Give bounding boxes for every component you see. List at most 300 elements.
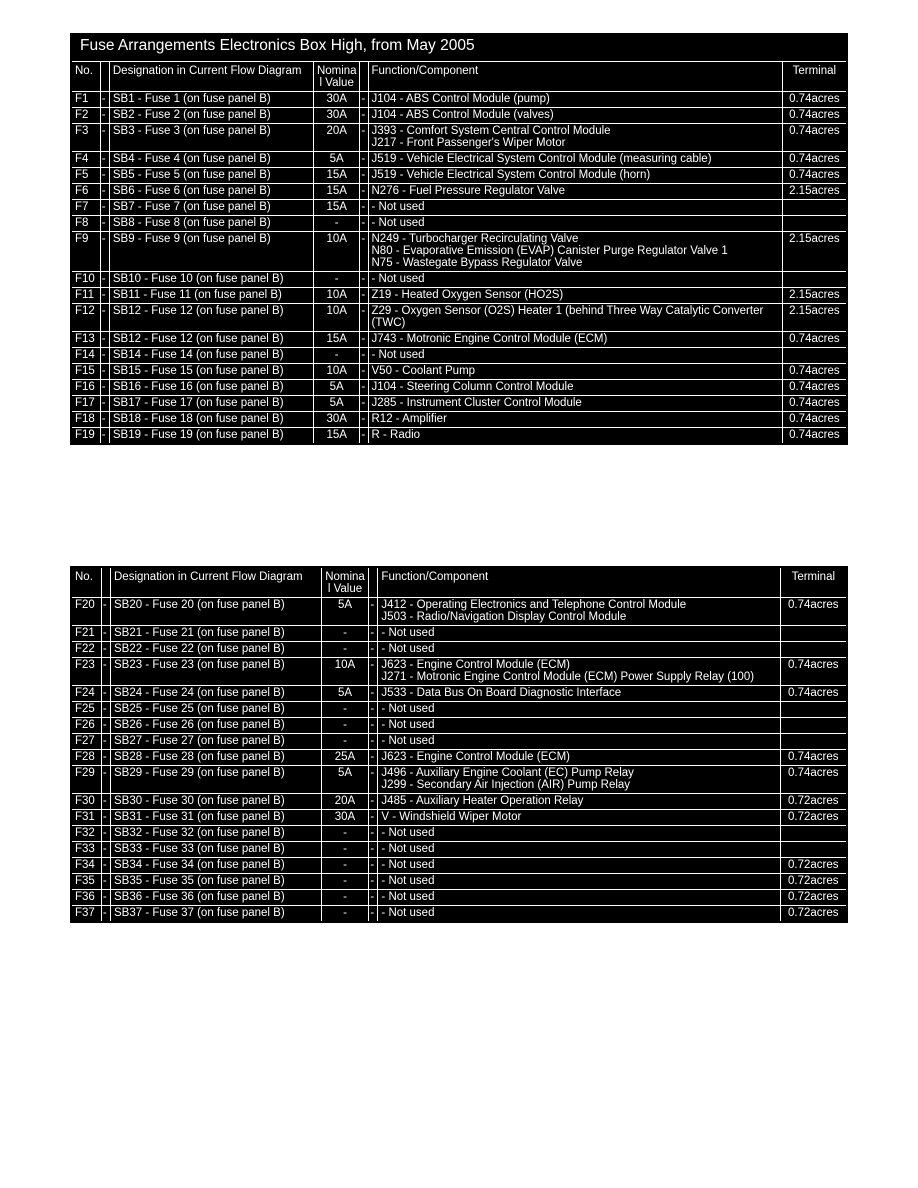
- function-component: [378, 734, 780, 750]
- nominal-value: 15A: [313, 168, 359, 184]
- table-row: [71, 810, 847, 826]
- fuse-number: F14: [71, 348, 100, 364]
- row-separator: -: [101, 794, 110, 810]
- nominal-value: -: [321, 734, 369, 750]
- function-line: J104 - ABS Control Module (valves): [371, 109, 554, 121]
- terminal-value: [782, 216, 847, 232]
- terminal-value: 0.74acres: [782, 332, 847, 348]
- fuse-number: F19: [71, 428, 100, 445]
- function-line: J623 - Engine Control Module (ECM): [381, 659, 570, 671]
- fuse-number: F5: [71, 168, 100, 184]
- function-component: [368, 288, 782, 304]
- fuse-designation: SB11 - Fuse 11 (on fuse panel B): [109, 288, 313, 304]
- fuse-designation: SB31 - Fuse 31 (on fuse panel B): [111, 810, 322, 826]
- table-row: [71, 200, 847, 216]
- terminal-value: 0.72acres: [780, 810, 847, 826]
- row-separator: -: [100, 396, 109, 412]
- header-nominal-value-text: Nomina l Value: [316, 65, 357, 89]
- row-separator-2: -: [369, 874, 378, 890]
- nominal-value: 5A: [321, 686, 369, 702]
- fuse-designation: SB27 - Fuse 27 (on fuse panel B): [111, 734, 322, 750]
- function-line: N75 - Wastegate Bypass Regulator Valve: [371, 257, 583, 269]
- row-separator-2: -: [369, 642, 378, 658]
- fuse-designation: SB26 - Fuse 26 (on fuse panel B): [111, 718, 322, 734]
- fuse-number: F21: [71, 626, 101, 642]
- header-nominal-value-text: Nomina l Value: [325, 571, 365, 595]
- function-line: - Not used: [381, 891, 435, 903]
- function-line: J271 - Motronic Engine Control Module (ECM) Power Supply Relay (100): [381, 671, 755, 683]
- table-row: [71, 686, 847, 702]
- row-separator: -: [100, 216, 109, 232]
- function-line: - Not used: [381, 735, 435, 747]
- row-separator: -: [100, 152, 109, 168]
- fuse-designation: SB19 - Fuse 19 (on fuse panel B): [109, 428, 313, 445]
- function-component: [378, 842, 780, 858]
- table-header-row: [71, 567, 847, 598]
- fuse-number: F24: [71, 686, 101, 702]
- nominal-value: 20A: [321, 794, 369, 810]
- function-line: - Not used: [381, 643, 435, 655]
- function-line: J623 - Engine Control Module (ECM): [381, 751, 570, 763]
- table-row: [71, 842, 847, 858]
- function-component: [378, 718, 780, 734]
- function-line: - Not used: [381, 875, 435, 887]
- function-line: J104 - Steering Column Control Module: [371, 381, 574, 393]
- function-line: - Not used: [381, 703, 435, 715]
- fuse-designation: SB3 - Fuse 3 (on fuse panel B): [109, 124, 313, 152]
- terminal-value: 0.74acres: [780, 766, 847, 794]
- fuse-designation: SB22 - Fuse 22 (on fuse panel B): [111, 642, 322, 658]
- terminal-value: [780, 626, 847, 642]
- function-line: N276 - Fuel Pressure Regulator Valve: [371, 185, 565, 197]
- row-separator-2: -: [360, 428, 368, 445]
- terminal-value: 0.74acres: [782, 108, 847, 124]
- row-separator-2: -: [369, 718, 378, 734]
- fuse-number: F37: [71, 906, 101, 923]
- function-line: - Not used: [381, 843, 435, 855]
- function-component: [368, 124, 782, 152]
- table-row: [71, 216, 847, 232]
- row-separator-2: -: [369, 734, 378, 750]
- nominal-value: 30A: [313, 108, 359, 124]
- fuse-number: F10: [71, 272, 100, 288]
- row-separator: -: [101, 826, 110, 842]
- fuse-designation: SB21 - Fuse 21 (on fuse panel B): [111, 626, 322, 642]
- function-line: J743 - Motronic Engine Control Module (ECM): [371, 333, 608, 345]
- nominal-value: 5A: [321, 598, 369, 626]
- table-row: [71, 766, 847, 794]
- nominal-value: -: [321, 890, 369, 906]
- function-line: N80 - Evaporative Emission (EVAP) Canister Purge Regulator Valve 1: [371, 245, 728, 257]
- fuse-number: F30: [71, 794, 101, 810]
- row-separator: -: [100, 200, 109, 216]
- terminal-value: [780, 702, 847, 718]
- fuse-number: F17: [71, 396, 100, 412]
- table-row: [71, 396, 847, 412]
- table-row: [71, 718, 847, 734]
- fuse-designation: SB10 - Fuse 10 (on fuse panel B): [109, 272, 313, 288]
- fuse-number: F28: [71, 750, 101, 766]
- fuse-table-2: [70, 566, 848, 923]
- row-separator: -: [101, 810, 110, 826]
- row-separator-2: -: [360, 332, 368, 348]
- row-separator: -: [101, 842, 110, 858]
- row-separator: -: [100, 304, 109, 332]
- table-row: [71, 168, 847, 184]
- fuse-designation: SB20 - Fuse 20 (on fuse panel B): [111, 598, 322, 626]
- table-row: [71, 124, 847, 152]
- row-separator: -: [101, 598, 110, 626]
- function-line: J519 - Vehicle Electrical System Control Module (measuring cable): [371, 153, 712, 165]
- terminal-value: 0.72acres: [780, 858, 847, 874]
- function-line: - Not used: [371, 217, 425, 229]
- row-separator: -: [101, 642, 110, 658]
- row-separator-2: -: [360, 304, 368, 332]
- terminal-value: [782, 348, 847, 364]
- fuse-designation: SB16 - Fuse 16 (on fuse panel B): [109, 380, 313, 396]
- row-separator: -: [100, 364, 109, 380]
- function-line: J503 - Radio/Navigation Display Control Module: [381, 611, 627, 623]
- row-separator-2: -: [369, 842, 378, 858]
- function-component: [368, 168, 782, 184]
- table-header-row: [71, 62, 847, 92]
- terminal-value: [780, 642, 847, 658]
- row-separator: -: [101, 702, 110, 718]
- terminal-value: 0.74acres: [780, 658, 847, 686]
- table-row: [71, 152, 847, 168]
- nominal-value: -: [321, 718, 369, 734]
- header-separator-2: [360, 62, 368, 92]
- function-line: Z29 - Oxygen Sensor (O2S) Heater 1 (behind Three Way Catalytic Converter: [371, 305, 764, 317]
- nominal-value: -: [321, 858, 369, 874]
- fuse-number: F29: [71, 766, 101, 794]
- function-component: [368, 108, 782, 124]
- nominal-value: -: [313, 272, 359, 288]
- table-row: [71, 232, 847, 272]
- terminal-value: [780, 826, 847, 842]
- function-component: [378, 810, 780, 826]
- nominal-value: 15A: [313, 200, 359, 216]
- function-component: [378, 826, 780, 842]
- fuse-designation: SB15 - Fuse 15 (on fuse panel B): [109, 364, 313, 380]
- table-row: [71, 626, 847, 642]
- header-separator-2: [369, 567, 378, 598]
- function-component: [378, 658, 780, 686]
- terminal-value: 0.74acres: [782, 168, 847, 184]
- nominal-value: 15A: [313, 184, 359, 200]
- table-row: [71, 412, 847, 428]
- table-row: [71, 380, 847, 396]
- row-separator: -: [101, 874, 110, 890]
- nominal-value: -: [313, 216, 359, 232]
- row-separator-2: -: [360, 168, 368, 184]
- nominal-value: -: [321, 702, 369, 718]
- function-line: J217 - Front Passenger's Wiper Motor: [371, 137, 566, 149]
- nominal-value: 10A: [313, 304, 359, 332]
- function-component: [378, 642, 780, 658]
- fuse-designation: SB28 - Fuse 28 (on fuse panel B): [111, 750, 322, 766]
- nominal-value: 15A: [313, 428, 359, 445]
- table-body-1: [71, 92, 847, 445]
- terminal-value: 0.74acres: [782, 364, 847, 380]
- function-line: J496 - Auxiliary Engine Coolant (EC) Pump Relay: [381, 767, 634, 779]
- row-separator-2: -: [360, 380, 368, 396]
- terminal-value: 0.74acres: [782, 396, 847, 412]
- terminal-value: [782, 200, 847, 216]
- fuse-number: F33: [71, 842, 101, 858]
- row-separator-2: -: [369, 598, 378, 626]
- row-separator-2: -: [369, 702, 378, 718]
- function-component: [378, 750, 780, 766]
- function-line: V - Windshield Wiper Motor: [381, 811, 522, 823]
- function-component: [368, 232, 782, 272]
- fuse-designation: SB25 - Fuse 25 (on fuse panel B): [111, 702, 322, 718]
- function-component: [368, 396, 782, 412]
- header-function: Function/Component: [368, 62, 782, 92]
- function-line: J519 - Vehicle Electrical System Control Module (horn): [371, 169, 651, 181]
- table-row: [71, 184, 847, 200]
- function-component: [378, 686, 780, 702]
- header-designation: Designation in Current Flow Diagram: [111, 567, 322, 598]
- row-separator-2: -: [360, 200, 368, 216]
- fuse-number: F26: [71, 718, 101, 734]
- function-line: (TWC): [371, 317, 406, 329]
- header-separator: [101, 567, 110, 598]
- nominal-value: -: [313, 348, 359, 364]
- row-separator-2: -: [369, 810, 378, 826]
- row-separator: -: [101, 750, 110, 766]
- header-separator: [100, 62, 109, 92]
- row-separator: -: [100, 428, 109, 445]
- nominal-value: 10A: [313, 364, 359, 380]
- row-separator-2: -: [369, 750, 378, 766]
- row-separator: -: [100, 348, 109, 364]
- table-row: [71, 750, 847, 766]
- row-separator: -: [100, 92, 109, 108]
- fuse-designation: SB18 - Fuse 18 (on fuse panel B): [109, 412, 313, 428]
- terminal-value: 0.72acres: [780, 794, 847, 810]
- row-separator: -: [100, 272, 109, 288]
- row-separator: -: [101, 686, 110, 702]
- fuse-number: F36: [71, 890, 101, 906]
- row-separator: -: [100, 288, 109, 304]
- table-row: [71, 92, 847, 108]
- function-line: R - Radio: [371, 429, 421, 441]
- row-separator-2: -: [360, 272, 368, 288]
- row-separator-2: -: [360, 232, 368, 272]
- function-component: [368, 200, 782, 216]
- table-row: [71, 906, 847, 923]
- function-component: [368, 364, 782, 380]
- fuse-designation: SB29 - Fuse 29 (on fuse panel B): [111, 766, 322, 794]
- fuse-number: F4: [71, 152, 100, 168]
- row-separator: -: [101, 718, 110, 734]
- function-component: [368, 152, 782, 168]
- row-separator-2: -: [360, 364, 368, 380]
- fuse-number: F15: [71, 364, 100, 380]
- table-row: [71, 304, 847, 332]
- nominal-value: 30A: [313, 92, 359, 108]
- row-separator: -: [101, 858, 110, 874]
- function-component: [378, 598, 780, 626]
- fuse-number: F3: [71, 124, 100, 152]
- fuse-number: F2: [71, 108, 100, 124]
- function-component: [368, 184, 782, 200]
- row-separator-2: -: [360, 216, 368, 232]
- row-separator: -: [101, 626, 110, 642]
- function-line: J104 - ABS Control Module (pump): [371, 93, 550, 105]
- fuse-designation: SB30 - Fuse 30 (on fuse panel B): [111, 794, 322, 810]
- fuse-designation: SB32 - Fuse 32 (on fuse panel B): [111, 826, 322, 842]
- function-component: [378, 702, 780, 718]
- row-separator-2: -: [369, 906, 378, 923]
- table-row: [71, 642, 847, 658]
- row-separator: -: [100, 232, 109, 272]
- nominal-value: 5A: [313, 396, 359, 412]
- function-line: - Not used: [371, 273, 425, 285]
- fuse-number: F25: [71, 702, 101, 718]
- function-component: [368, 348, 782, 364]
- function-component: [378, 766, 780, 794]
- row-separator: -: [100, 124, 109, 152]
- row-separator: -: [100, 184, 109, 200]
- terminal-value: [780, 842, 847, 858]
- row-separator: -: [101, 734, 110, 750]
- fuse-designation: SB4 - Fuse 4 (on fuse panel B): [109, 152, 313, 168]
- row-separator-2: -: [360, 92, 368, 108]
- terminal-value: 0.74acres: [782, 124, 847, 152]
- table-row: [71, 874, 847, 890]
- row-separator-2: -: [369, 826, 378, 842]
- row-separator-2: -: [360, 412, 368, 428]
- function-component: [368, 272, 782, 288]
- header-nominal-value: [313, 62, 359, 92]
- table-row: [71, 794, 847, 810]
- fuse-number: F34: [71, 858, 101, 874]
- row-separator-2: -: [369, 766, 378, 794]
- nominal-value: -: [321, 826, 369, 842]
- row-separator-2: -: [369, 658, 378, 686]
- function-line: - Not used: [371, 349, 425, 361]
- function-line: J533 - Data Bus On Board Diagnostic Interface: [381, 687, 622, 699]
- nominal-value: -: [321, 874, 369, 890]
- nominal-value: 10A: [321, 658, 369, 686]
- terminal-value: 2.15acres: [782, 304, 847, 332]
- function-line: R12 - Amplifier: [371, 413, 447, 425]
- fuse-number: F23: [71, 658, 101, 686]
- table-row: [71, 658, 847, 686]
- function-component: [368, 428, 782, 445]
- function-line: Z19 - Heated Oxygen Sensor (HO2S): [371, 289, 564, 301]
- fuse-number: F6: [71, 184, 100, 200]
- header-no: No.: [71, 567, 101, 598]
- fuse-designation: SB24 - Fuse 24 (on fuse panel B): [111, 686, 322, 702]
- table-row: [71, 288, 847, 304]
- table-row: [71, 858, 847, 874]
- row-separator-2: -: [369, 626, 378, 642]
- fuse-designation: SB5 - Fuse 5 (on fuse panel B): [109, 168, 313, 184]
- table-row: [71, 598, 847, 626]
- row-separator: -: [100, 108, 109, 124]
- nominal-value: 10A: [313, 288, 359, 304]
- fuse-number: F16: [71, 380, 100, 396]
- fuse-designation: SB7 - Fuse 7 (on fuse panel B): [109, 200, 313, 216]
- row-separator-2: -: [360, 396, 368, 412]
- fuse-number: F27: [71, 734, 101, 750]
- nominal-value: 25A: [321, 750, 369, 766]
- function-component: [368, 412, 782, 428]
- fuse-table-1: [70, 33, 848, 445]
- table-body-2: [71, 598, 847, 923]
- row-separator-2: -: [369, 858, 378, 874]
- fuse-designation: SB36 - Fuse 36 (on fuse panel B): [111, 890, 322, 906]
- fuse-designation: SB33 - Fuse 33 (on fuse panel B): [111, 842, 322, 858]
- nominal-value: -: [321, 842, 369, 858]
- function-line: J393 - Comfort System Central Control Module: [371, 125, 611, 137]
- fuse-designation: SB1 - Fuse 1 (on fuse panel B): [109, 92, 313, 108]
- row-separator-2: -: [360, 124, 368, 152]
- nominal-value: 30A: [313, 412, 359, 428]
- terminal-value: 0.74acres: [782, 412, 847, 428]
- table-row: [71, 826, 847, 842]
- function-component: [368, 380, 782, 396]
- row-separator: -: [100, 380, 109, 396]
- terminal-value: 0.72acres: [780, 906, 847, 923]
- row-separator: -: [101, 906, 110, 923]
- terminal-value: 0.72acres: [780, 890, 847, 906]
- terminal-value: [780, 734, 847, 750]
- row-separator-2: -: [369, 794, 378, 810]
- function-line: J285 - Instrument Cluster Control Module: [371, 397, 582, 409]
- nominal-value: -: [321, 906, 369, 923]
- row-separator: -: [101, 658, 110, 686]
- function-line: - Not used: [371, 201, 425, 213]
- nominal-value: 20A: [313, 124, 359, 152]
- table-row: [71, 734, 847, 750]
- fuse-number: F1: [71, 92, 100, 108]
- header-terminal: Terminal: [782, 62, 847, 92]
- terminal-value: 0.74acres: [780, 686, 847, 702]
- function-component: [378, 874, 780, 890]
- fuse-designation: SB12 - Fuse 12 (on fuse panel B): [109, 304, 313, 332]
- fuse-number: F31: [71, 810, 101, 826]
- terminal-value: 2.15acres: [782, 288, 847, 304]
- fuse-designation: SB9 - Fuse 9 (on fuse panel B): [109, 232, 313, 272]
- function-line: J299 - Secondary Air Injection (AIR) Pump Relay: [381, 779, 631, 791]
- nominal-value: 5A: [313, 380, 359, 396]
- row-separator-2: -: [360, 152, 368, 168]
- row-separator-2: -: [369, 890, 378, 906]
- fuse-designation: SB17 - Fuse 17 (on fuse panel B): [109, 396, 313, 412]
- function-line: - Not used: [381, 719, 435, 731]
- terminal-value: 2.15acres: [782, 232, 847, 272]
- fuse-number: F12: [71, 304, 100, 332]
- table-row: [71, 272, 847, 288]
- fuse-designation: SB12 - Fuse 12 (on fuse panel B): [109, 332, 313, 348]
- table-row: [71, 364, 847, 380]
- row-separator: -: [100, 332, 109, 348]
- function-line: J485 - Auxiliary Heater Operation Relay: [381, 795, 584, 807]
- fuse-designation: SB23 - Fuse 23 (on fuse panel B): [111, 658, 322, 686]
- fuse-number: F9: [71, 232, 100, 272]
- fuse-designation: SB14 - Fuse 14 (on fuse panel B): [109, 348, 313, 364]
- function-component: [378, 626, 780, 642]
- header-designation: Designation in Current Flow Diagram: [109, 62, 313, 92]
- function-component: [378, 858, 780, 874]
- function-component: [368, 216, 782, 232]
- function-component: [378, 794, 780, 810]
- header-no: No.: [71, 62, 100, 92]
